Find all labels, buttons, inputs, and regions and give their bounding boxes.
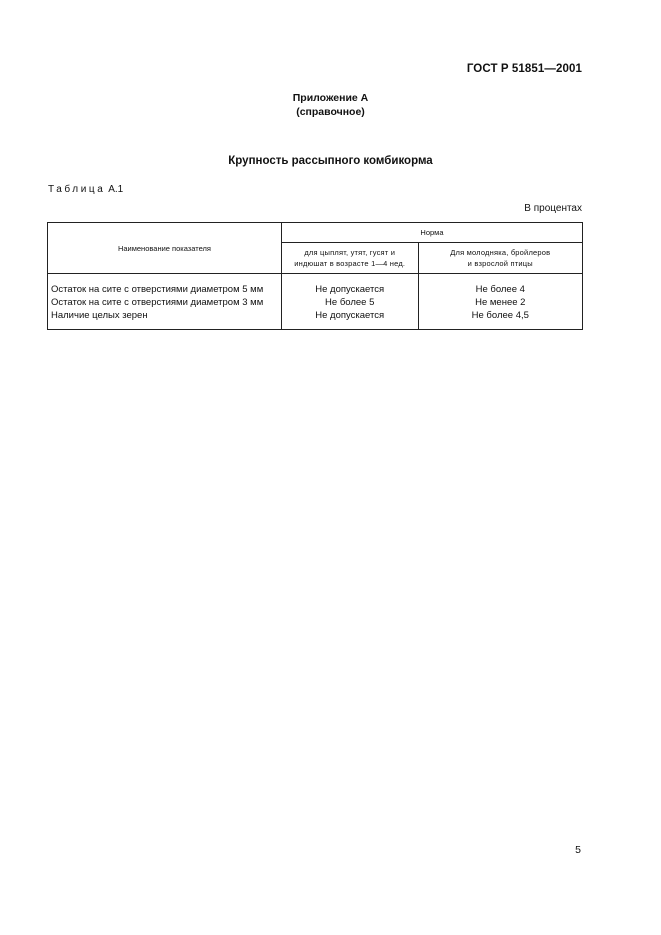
header-young-poultry-line-1: для цыплят, утят, гусят и [304,248,396,258]
page-number: 5 [575,844,581,856]
adult-poultry-value: Не менее 2 [475,297,526,308]
section-title: Крупность рассыпного комбикорма [228,155,433,167]
table-caption-number: А.1 [108,184,124,195]
header-young-poultry-line-2: индюшат в возрасте 1—4 нед. [294,259,406,269]
table-caption [48,184,123,195]
young-poultry-value: Не более 5 [325,297,375,308]
young-poultry-value: Не допускается [315,310,385,321]
indicator-names-cell [48,274,282,330]
table-header-row [48,223,583,243]
annex-type: (справочное) [296,105,365,118]
units-note: В процентах [524,203,582,214]
table-caption-word: Таблица [48,184,106,195]
adult-poultry-value: Не более 4 [475,284,525,295]
adult-poultry-values-cell [418,274,582,330]
indicator-name: Наличие целых зерен [51,310,148,321]
header-adult-poultry-line-1: Для молодняка, бройлеров [450,248,551,258]
indicator-name: Остаток на сите с отверстиями диаметром 5 мм [51,284,264,295]
header-adult-poultry [418,243,582,274]
table-row [48,274,583,330]
young-poultry-value: Не допускается [315,284,385,295]
adult-poultry-value: Не более 4,5 [471,310,529,321]
header-young-poultry [281,243,418,274]
indicator-name: Остаток на сите с отверстиями диаметром 3 мм [51,297,264,308]
annex-heading [0,92,661,119]
annex-title: Приложение А [292,92,369,104]
header-indicator-name: Наименование показателя [48,223,282,274]
document-code: ГОСТ Р 51851—2001 [466,63,582,75]
header-norm-group: Норма [281,223,582,243]
header-adult-poultry-line-2: и взрослой птицы [467,259,533,269]
young-poultry-values-cell [281,274,418,330]
data-table [47,222,583,330]
